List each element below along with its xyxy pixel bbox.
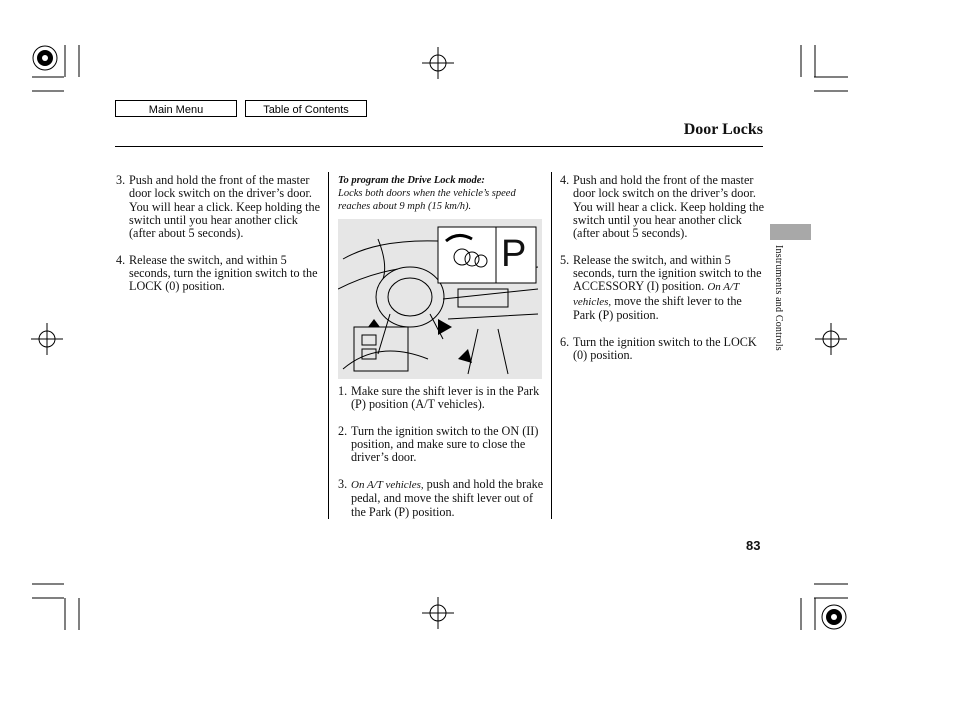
main-menu-button[interactable]: Main Menu: [115, 100, 237, 117]
step-item: 6. Turn the ignition switch to the LOCK (0) position.: [560, 334, 757, 362]
step-item: 2. Turn the ignition switch to the ON (II) position, and make sure to close the driver’s door.: [338, 423, 539, 465]
step-text: Release the switch, and within 5 seconds, turn the ignition switch to the LOCK (0) position.: [129, 252, 318, 294]
middle-steps: [338, 385, 548, 532]
caption-text: Locks both doors when the vehicle’s speed reaches about 9 mph (15 km/h).: [338, 188, 516, 212]
step-item: 1. Make sure the shift lever is in the Park (P) position (A/T vehicles).: [338, 384, 540, 412]
middle-column: [338, 174, 544, 213]
page-title: Door Locks: [683, 121, 763, 138]
step-text: Push and hold the front of the master door lock switch on the driver’s door. You will hear a click. Keep holding the switch until you hear another click (after about 5 seconds).: [129, 173, 321, 241]
left-column: [116, 174, 321, 307]
dashboard-illustration: [338, 219, 542, 379]
right-column: [560, 174, 765, 375]
step-item: 4. Release the switch, and within 5 seconds, turn the ignition switch to the LOCK (0) position.: [116, 252, 318, 294]
step-text: Push and hold the front of the master door lock switch on the driver’s door. You will hear a click. Keep holding the switch until you hear another click (after about 5 seconds).: [573, 173, 765, 241]
step-text: Turn the ignition switch to the LOCK (0) position.: [573, 334, 757, 362]
step-text: Release the switch, and within 5 seconds, turn the ignition switch to the ACCESSORY (I) position.: [573, 252, 762, 294]
column-divider: [328, 172, 329, 519]
step-item: 5. Release the switch, and within 5 seconds, turn the ignition switch to the ACCESSORY (I) position. On A/T vehicles, move the shift lever to the Park (P) position.: [560, 252, 762, 322]
step-italic: On A/T vehicles,: [351, 479, 424, 492]
step-text: Make sure the shift lever is in the Park (P) position (A/T vehicles).: [351, 384, 540, 412]
section-side-label: Instruments and Controls: [773, 245, 784, 351]
header-rule: [115, 146, 763, 147]
step-item: 3. On A/T vehicles, push and hold the brake pedal, and move the shift lever out of the Park (P) position.: [338, 477, 544, 519]
step-item: 3. Push and hold the front of the master door lock switch on the driver’s door. You will hear a click. Keep holding the switch until you hear another click (after about 5 seconds).: [116, 173, 321, 241]
column-divider: [551, 172, 552, 519]
step-text: Turn the ignition switch to the ON (II) position, and make sure to close the driver’s door.: [351, 423, 539, 465]
section-tab: [770, 224, 811, 240]
table-of-contents-button[interactable]: Table of Contents: [245, 100, 367, 117]
step-text: move the shift lever to the Park (P) position.: [573, 293, 742, 322]
step-text: push and hold the brake pedal, and move the shift lever out of the Park (P) position.: [351, 477, 544, 519]
step-item: 4. Push and hold the front of the master door lock switch on the driver’s door. You will hear a click. Keep holding the switch until you hear another click (after about 5 seconds).: [560, 173, 765, 241]
page-number: 83: [746, 538, 761, 553]
caption-title: To program the Drive Lock mode:: [338, 175, 485, 186]
park-indicator: P: [501, 233, 527, 275]
step-italic: On A/T vehicles,: [573, 281, 740, 308]
